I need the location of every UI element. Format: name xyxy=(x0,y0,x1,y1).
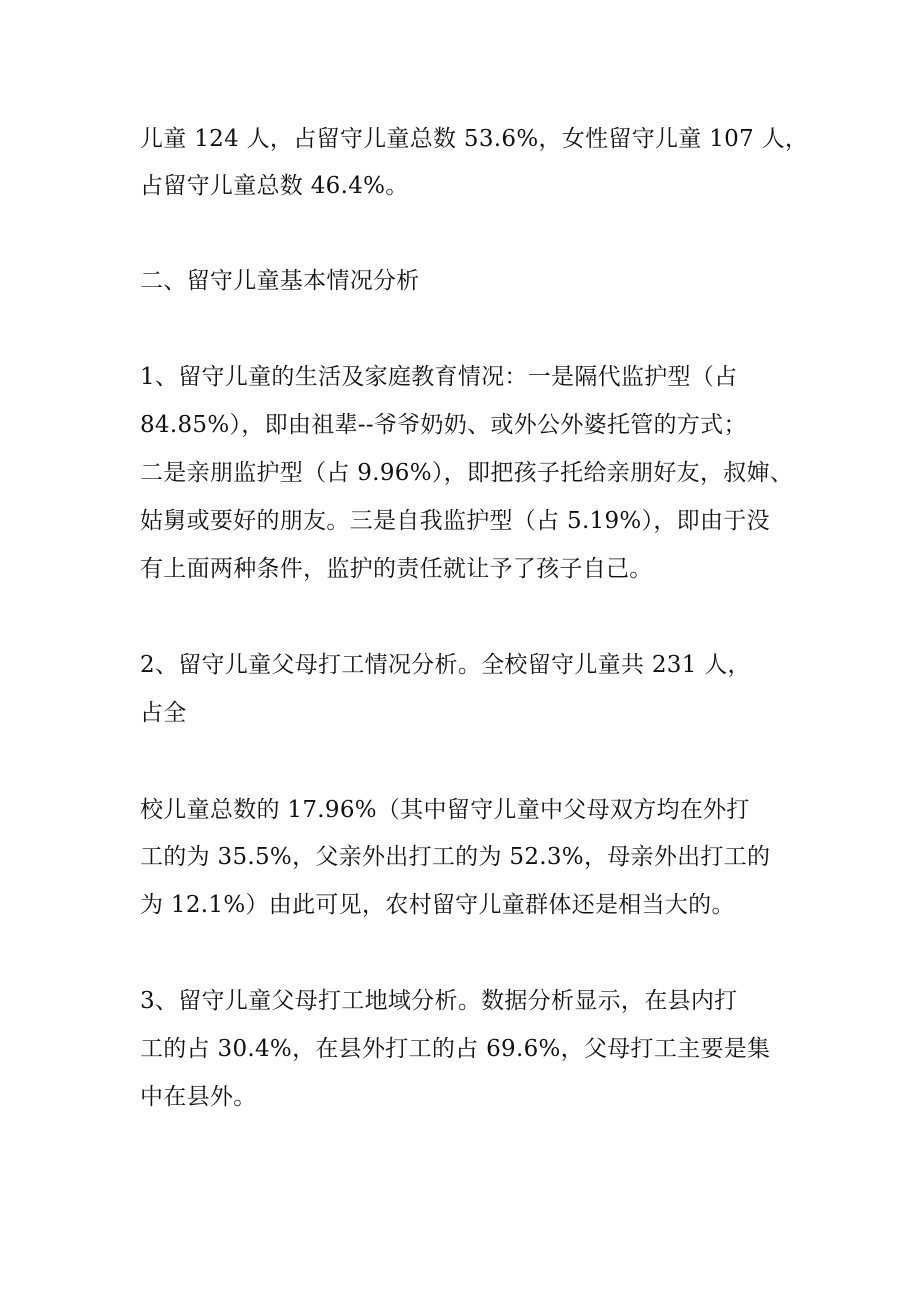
text-line: 校儿童总数的 17.96%（其中留守儿童中父母双方均在外打 xyxy=(140,797,750,823)
text-line: 二是亲朋监护型（占 9.96%），即把孩子托给亲朋好友，叔婶、 xyxy=(140,460,794,486)
text-line: 3、留守儿童父母打工地域分析。数据分析显示，在县内打 xyxy=(140,988,738,1014)
text-line: 84.85%），即由祖辈--爷爷奶奶、或外公外婆托管的方式； xyxy=(140,412,747,438)
text-line: 姑舅或要好的朋友。三是自我监护型（占 5.19%），即由于没 xyxy=(140,508,770,534)
text-line: 2、留守儿童父母打工情况分析。全校留守儿童共 231 人， xyxy=(140,652,751,678)
text-line: 中在县外。 xyxy=(140,1084,257,1110)
text-line: 儿童 124 人，占留守儿童总数 53.6%，女性留守儿童 107 人， xyxy=(140,126,809,152)
heading-line: 二、留守儿童基本情况分析 xyxy=(140,268,420,294)
text-line: 工的占 30.4%，在县外打工的占 69.6%，父母打工主要是集 xyxy=(140,1036,771,1062)
text-line: 1、留守儿童的生活及家庭教育情况：一是隔代监护型（占 xyxy=(140,364,738,390)
text-line: 占留守儿童总数 46.4%。 xyxy=(140,173,409,199)
text-line: 占全 xyxy=(140,700,187,726)
text-line: 有上面两种条件，监护的责任就让予了孩子自己。 xyxy=(140,556,653,582)
text-line: 工的为 35.5%，父亲外出打工的为 52.3%，母亲外出打工的 xyxy=(140,844,771,870)
text-line: 为 12.1%）由此可见，农村留守儿童群体还是相当大的。 xyxy=(140,892,735,918)
